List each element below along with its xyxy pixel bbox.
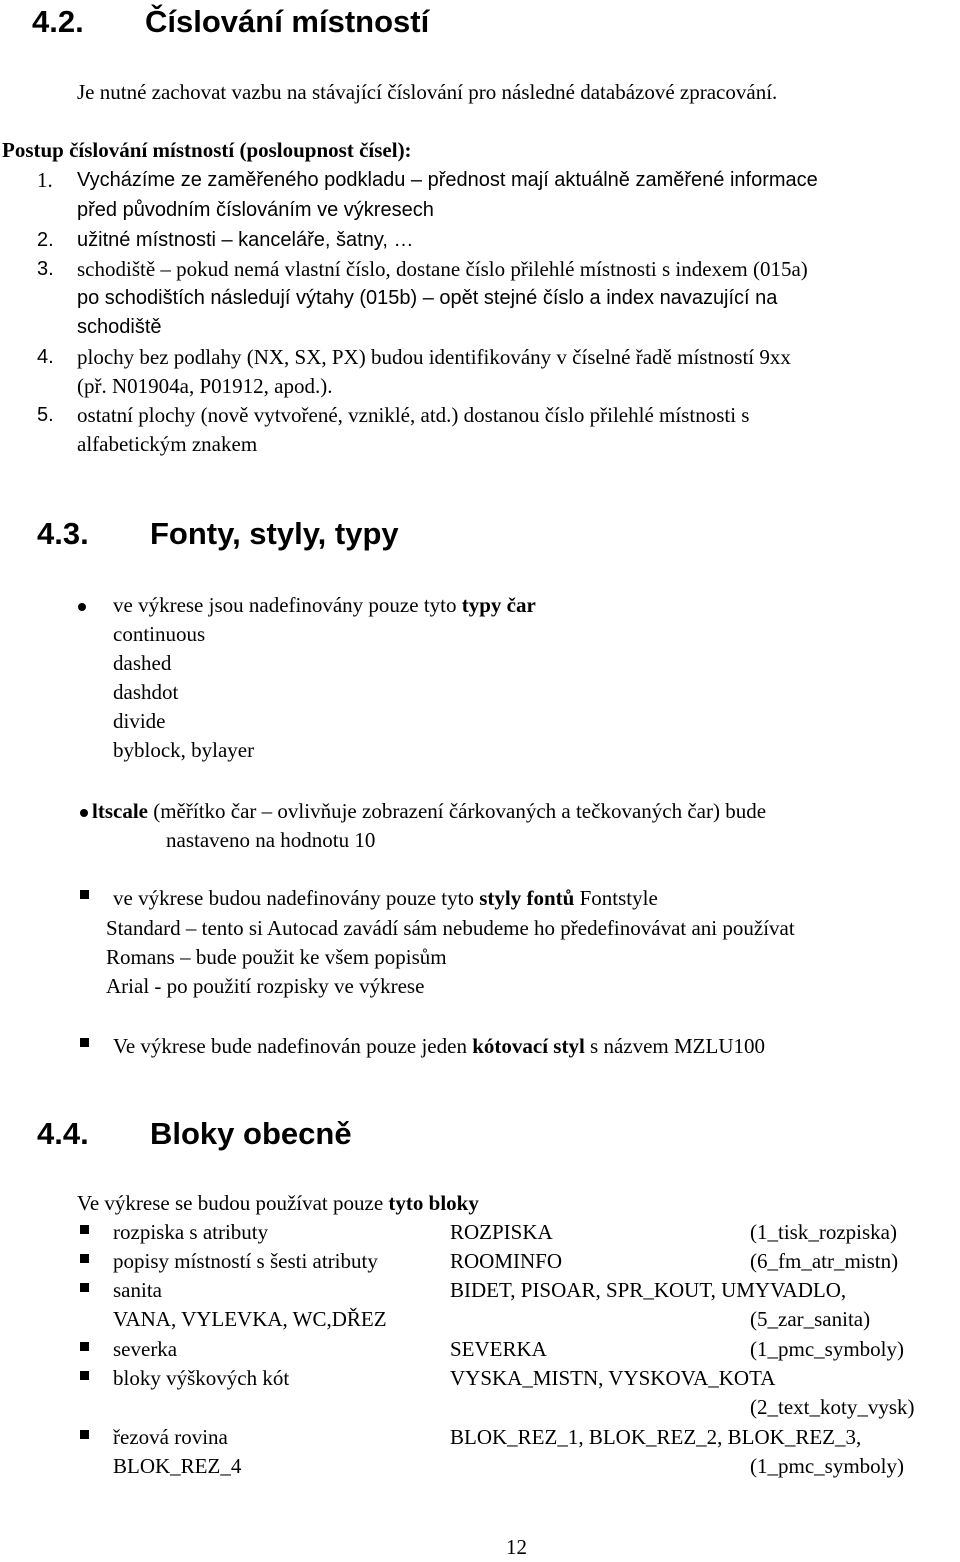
section-heading-4-3 (37, 516, 399, 552)
block-label: popisy místností s šesti atributy (113, 1249, 378, 1273)
emphasis: ltscale (92, 799, 148, 823)
block-label: severka (113, 1337, 178, 1361)
bullet-square-icon (80, 1342, 89, 1351)
heading-number: 4.4. (37, 1116, 89, 1151)
bullet-square-icon (80, 1225, 89, 1234)
list-item-line: před původním číslováním ve výkresech (77, 199, 434, 221)
font-style-item: Arial - po použití rozpisky ve výkrese (106, 974, 425, 998)
list-item-line: plochy bez podlahy (NX, SX, PX) budou identifikovány v číselné řadě místností 9xx (77, 345, 791, 369)
line-type-item: divide (113, 709, 166, 733)
emphasis: tyto bloky (388, 1191, 479, 1215)
block-name: BIDET, PISOAR, SPR_KOUT, UMYVADLO, (450, 1278, 847, 1302)
emphasis: kótovací styl (472, 1034, 585, 1058)
block-layer: (5_zar_sanita) (750, 1307, 871, 1331)
heading-number: 4.2. (32, 4, 84, 39)
page-number: 12 (506, 1535, 527, 1559)
block-layer: (2_text_koty_vysk) (750, 1395, 915, 1419)
bullet-dot-icon (78, 603, 86, 611)
blocks-intro (77, 1189, 479, 1218)
bullet-square-icon (80, 1038, 89, 1047)
postup-label: Postup číslování místností (posloupnost čísel): (2, 138, 412, 162)
text: Ve výkrese se budou používat pouze (77, 1191, 389, 1215)
block-layer: (6_fm_atr_mistn) (750, 1249, 899, 1273)
section-heading-4-4 (37, 1116, 352, 1152)
block-name: BLOK_REZ_1, BLOK_REZ_2, BLOK_REZ_3, (450, 1425, 862, 1449)
heading-title: Fonty, styly, typy (150, 516, 399, 551)
bullet-square-icon (80, 1430, 89, 1439)
line-types-intro (113, 591, 536, 620)
emphasis: styly fontů (479, 886, 575, 910)
block-name: ROZPISKA (450, 1220, 553, 1244)
bullet-square-icon (80, 1371, 89, 1380)
line-type-item: byblock, bylayer (113, 738, 255, 762)
list-item-line: (př. N01904a, P01912, apod.). (77, 374, 333, 398)
bullet-square-icon (80, 1254, 89, 1263)
block-layer: (1_tisk_rozpiska) (750, 1220, 897, 1244)
list-item-line: po schodištích následují výtahy (015b) – opět stejné číslo a index navazující na (77, 287, 778, 309)
intro-paragraph: Je nutné zachovat vazbu na stávající číslování pro následné databázové zpracování. (77, 80, 778, 104)
list-item-line: ostatní plochy (nově vytvořené, vzniklé, atd.) dostanou číslo přilehlé místnosti s (77, 403, 750, 427)
list-item-number: 1. (37, 168, 53, 192)
block-name-continued: BLOK_REZ_4 (113, 1454, 242, 1478)
block-layer: (1_pmc_symboly) (750, 1454, 904, 1478)
list-item-line: alfabetickým znakem (77, 432, 258, 456)
line-type-item: dashed (113, 651, 172, 675)
line-type-item: dashdot (113, 680, 179, 704)
bullet-square-icon (80, 1283, 89, 1292)
block-layer: (1_pmc_symboly) (750, 1337, 904, 1361)
block-name: ROOMINFO (450, 1249, 563, 1273)
font-styles-intro (113, 884, 658, 913)
block-name: SEVERKA (450, 1337, 547, 1361)
list-item-number: 5. (37, 404, 54, 426)
block-label: bloky výškových kót (113, 1366, 290, 1390)
list-item-number: 2. (37, 229, 54, 251)
dim-style-line (113, 1032, 765, 1061)
bullet-square-icon (80, 890, 89, 899)
heading-title: Číslování místností (145, 4, 430, 39)
block-name-continued: VANA, VYLEVKA, WC,DŘEZ (113, 1307, 387, 1331)
heading-number: 4.3. (37, 516, 89, 551)
section-heading-4-2 (32, 4, 429, 40)
list-item-number: 3. (37, 258, 54, 280)
heading-title: Bloky obecně (150, 1116, 352, 1151)
text: Fontstyle (574, 886, 658, 910)
text: Ve výkrese bude nadefinován pouze jeden (113, 1034, 473, 1058)
list-item-line: schodiště (77, 316, 162, 338)
block-label: sanita (113, 1278, 162, 1302)
block-name: VYSKA_MISTN, VYSKOVA_KOTA (450, 1366, 776, 1390)
font-style-item: Romans – bude použit ke všem popisům (106, 945, 447, 969)
font-style-item: Standard – tento si Autocad zavádí sám nebudeme ho předefinovávat ani používat (106, 916, 795, 940)
ltscale-line (92, 797, 766, 826)
block-label: řezová rovina (113, 1425, 228, 1449)
ltscale-line-2: nastaveno na hodnotu 10 (166, 828, 376, 852)
bullet-dot-icon (80, 809, 88, 817)
list-item-line: Vycházíme ze zaměřeného podkladu – přednost mají aktuálně zaměřené informace (77, 169, 818, 191)
text: (měřítko čar – ovlivňuje zobrazení čárkovaných a tečkovaných čar) bude (147, 799, 767, 823)
block-label: rozpiska s atributy (113, 1220, 269, 1244)
list-item-line: užitné místnosti – kanceláře, šatny, … (77, 229, 414, 251)
text: s názvem MZLU100 (584, 1034, 765, 1058)
line-type-item: continuous (113, 622, 206, 646)
text: ve výkrese budou nadefinovány pouze tyto (113, 886, 480, 910)
emphasis: typy čar (461, 593, 536, 617)
list-item-line: schodiště – pokud nemá vlastní číslo, dostane číslo přilehlé místnosti s indexem (015a) (77, 257, 808, 281)
text: ve výkrese jsou nadefinovány pouze tyto (113, 593, 462, 617)
list-item-number: 4. (37, 346, 54, 368)
